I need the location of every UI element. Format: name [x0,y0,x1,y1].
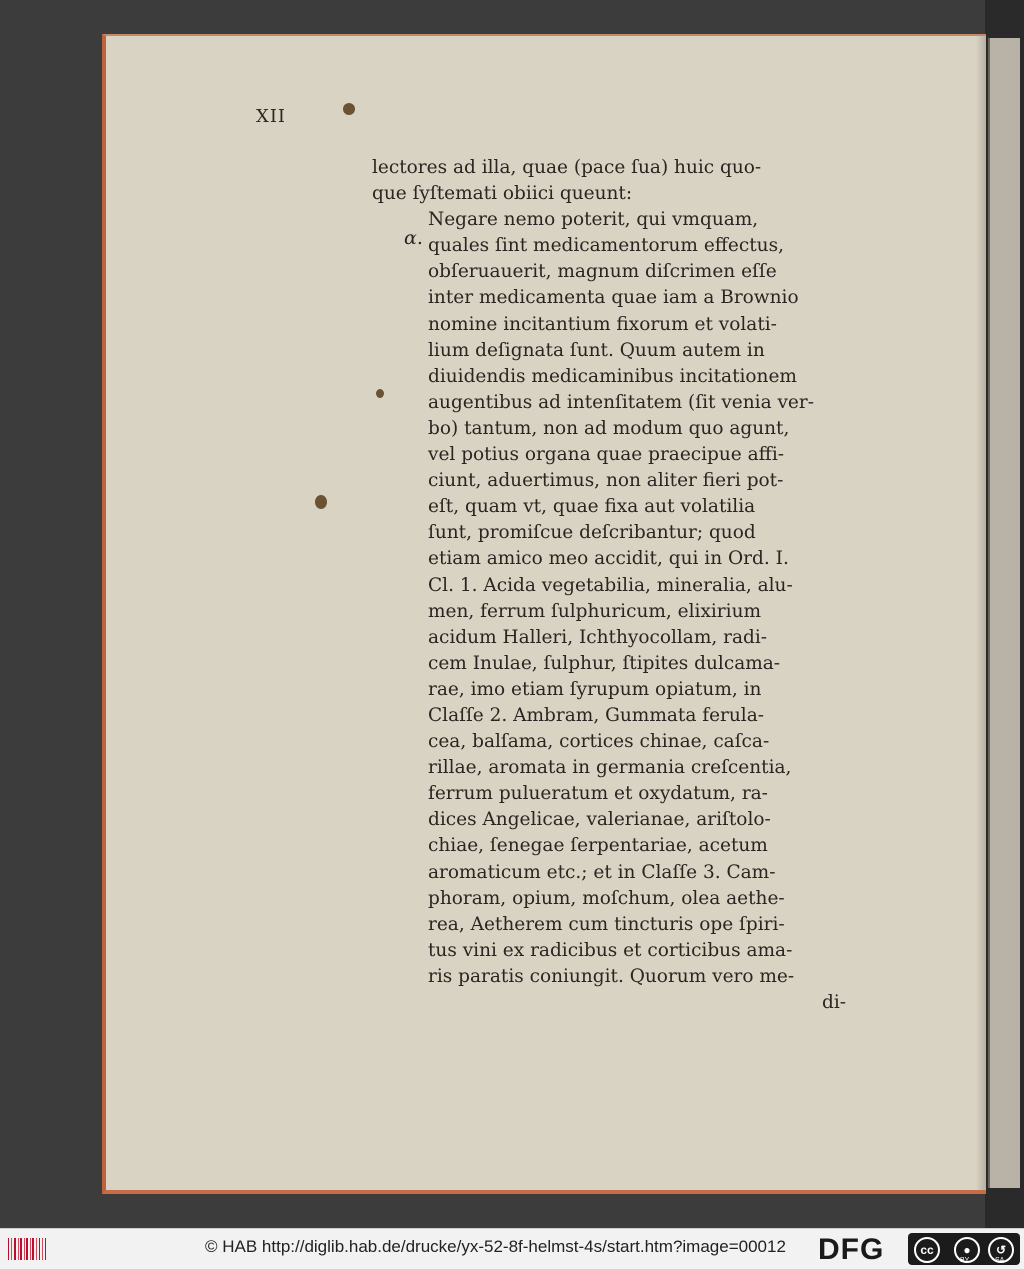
text-line: ris paratis coniungit. Quorum vero me- [428,965,795,987]
text-line: obſeruauerit, magnum diſcrimen eſſe [428,261,777,283]
text-line: lectores ad illa, quae (pace ſua) huic quo- [372,157,762,178]
text-line: quales ſint medicamentorum effectus, [428,235,784,257]
viewer-footer [0,1228,1024,1269]
text-line: chiae, ſenegae ſerpentariae, acetum [428,835,768,857]
text-line: acidum Halleri, Ichthyocollam, radi- [428,626,768,648]
text-line: Negare nemo poterit, qui vmquam, [428,209,759,231]
text-line: augentibus ad intenſitatem (ſit venia ver- [428,391,814,413]
sa-label: SA [995,1257,1005,1264]
source-link[interactable]: © HAB http://diglib.hab.de/drucke/yx-52-8f-helmst-4s/start.htm?image=00012 [205,1237,786,1256]
text-line: men, ferrum ſulphuricum, elixirium [428,600,762,622]
page-number: XII [256,106,287,127]
ink-blot [343,103,355,115]
facing-page-edge [988,38,1020,1188]
text-line: rae, imo etiam ſyrupum opiatum, in [428,678,762,700]
cc-icon: cc [914,1237,940,1263]
text-line: bo) tantum, non ad modum quo agunt, [428,417,790,439]
ink-blot [315,495,327,509]
text-line: phoram, opium, moſchum, olea aethe- [428,887,785,909]
text-line: aromaticum etc.; et in Claſſe 3. Cam- [428,861,776,883]
text-line: ſunt, promiſcue deſcribantur; quod [428,522,756,544]
dfg-logo: DFG [818,1233,885,1266]
text-line: di- [822,992,847,1013]
license-badge[interactable] [908,1233,1020,1265]
body-text [372,155,862,1016]
text-line: que ſyſtemati obiici queunt: [372,183,633,205]
text-line: cem Inulae, ſulphur, ſtipites dulcama- [428,652,781,674]
text-line: rillae, aromata in germania creſcentia, [428,757,792,779]
by-person-icon: ● [954,1237,980,1263]
text-line: rea, Aetherem cum tincturis ope ſpiri- [428,913,785,935]
text-line: Claſſe 2. Ambram, Gummata ferula- [428,704,764,726]
text-line: tus vini ex radicibus et corticibus ama- [428,939,793,961]
text-line: dices Angelicae, valerianae, ariſtolo- [428,809,771,831]
text-line: inter medicamenta quae iam a Brownio [428,287,799,309]
sa-share-icon: ↺ [988,1237,1014,1263]
text-line: diuidendis medicaminibus incitationem [428,365,797,387]
list-marker: α. [404,227,423,249]
hab-logo-icon [8,1238,46,1260]
text-line: nomine incitantium fixorum et volati- [428,313,777,335]
text-line: vel potius organa quae praecipue affi- [428,444,784,466]
text-line: ciunt, aduertimus, non aliter fieri pot- [428,470,784,492]
text-line: cea, balſama, cortices chinae, caſca- [428,731,770,753]
text-line: etiam amico meo accidit, qui in Ord. I. [428,548,789,570]
text-line: lium deſignata ſunt. Quum autem in [428,339,765,361]
text-line: Cl. 1. Acida vegetabilia, mineralia, alu- [428,574,793,596]
text-line: ferrum pulueratum et oxydatum, ra- [428,783,768,805]
by-label: BY [960,1257,970,1264]
text-line: eſt, quam vt, quae fixa aut volatilia [428,496,756,518]
